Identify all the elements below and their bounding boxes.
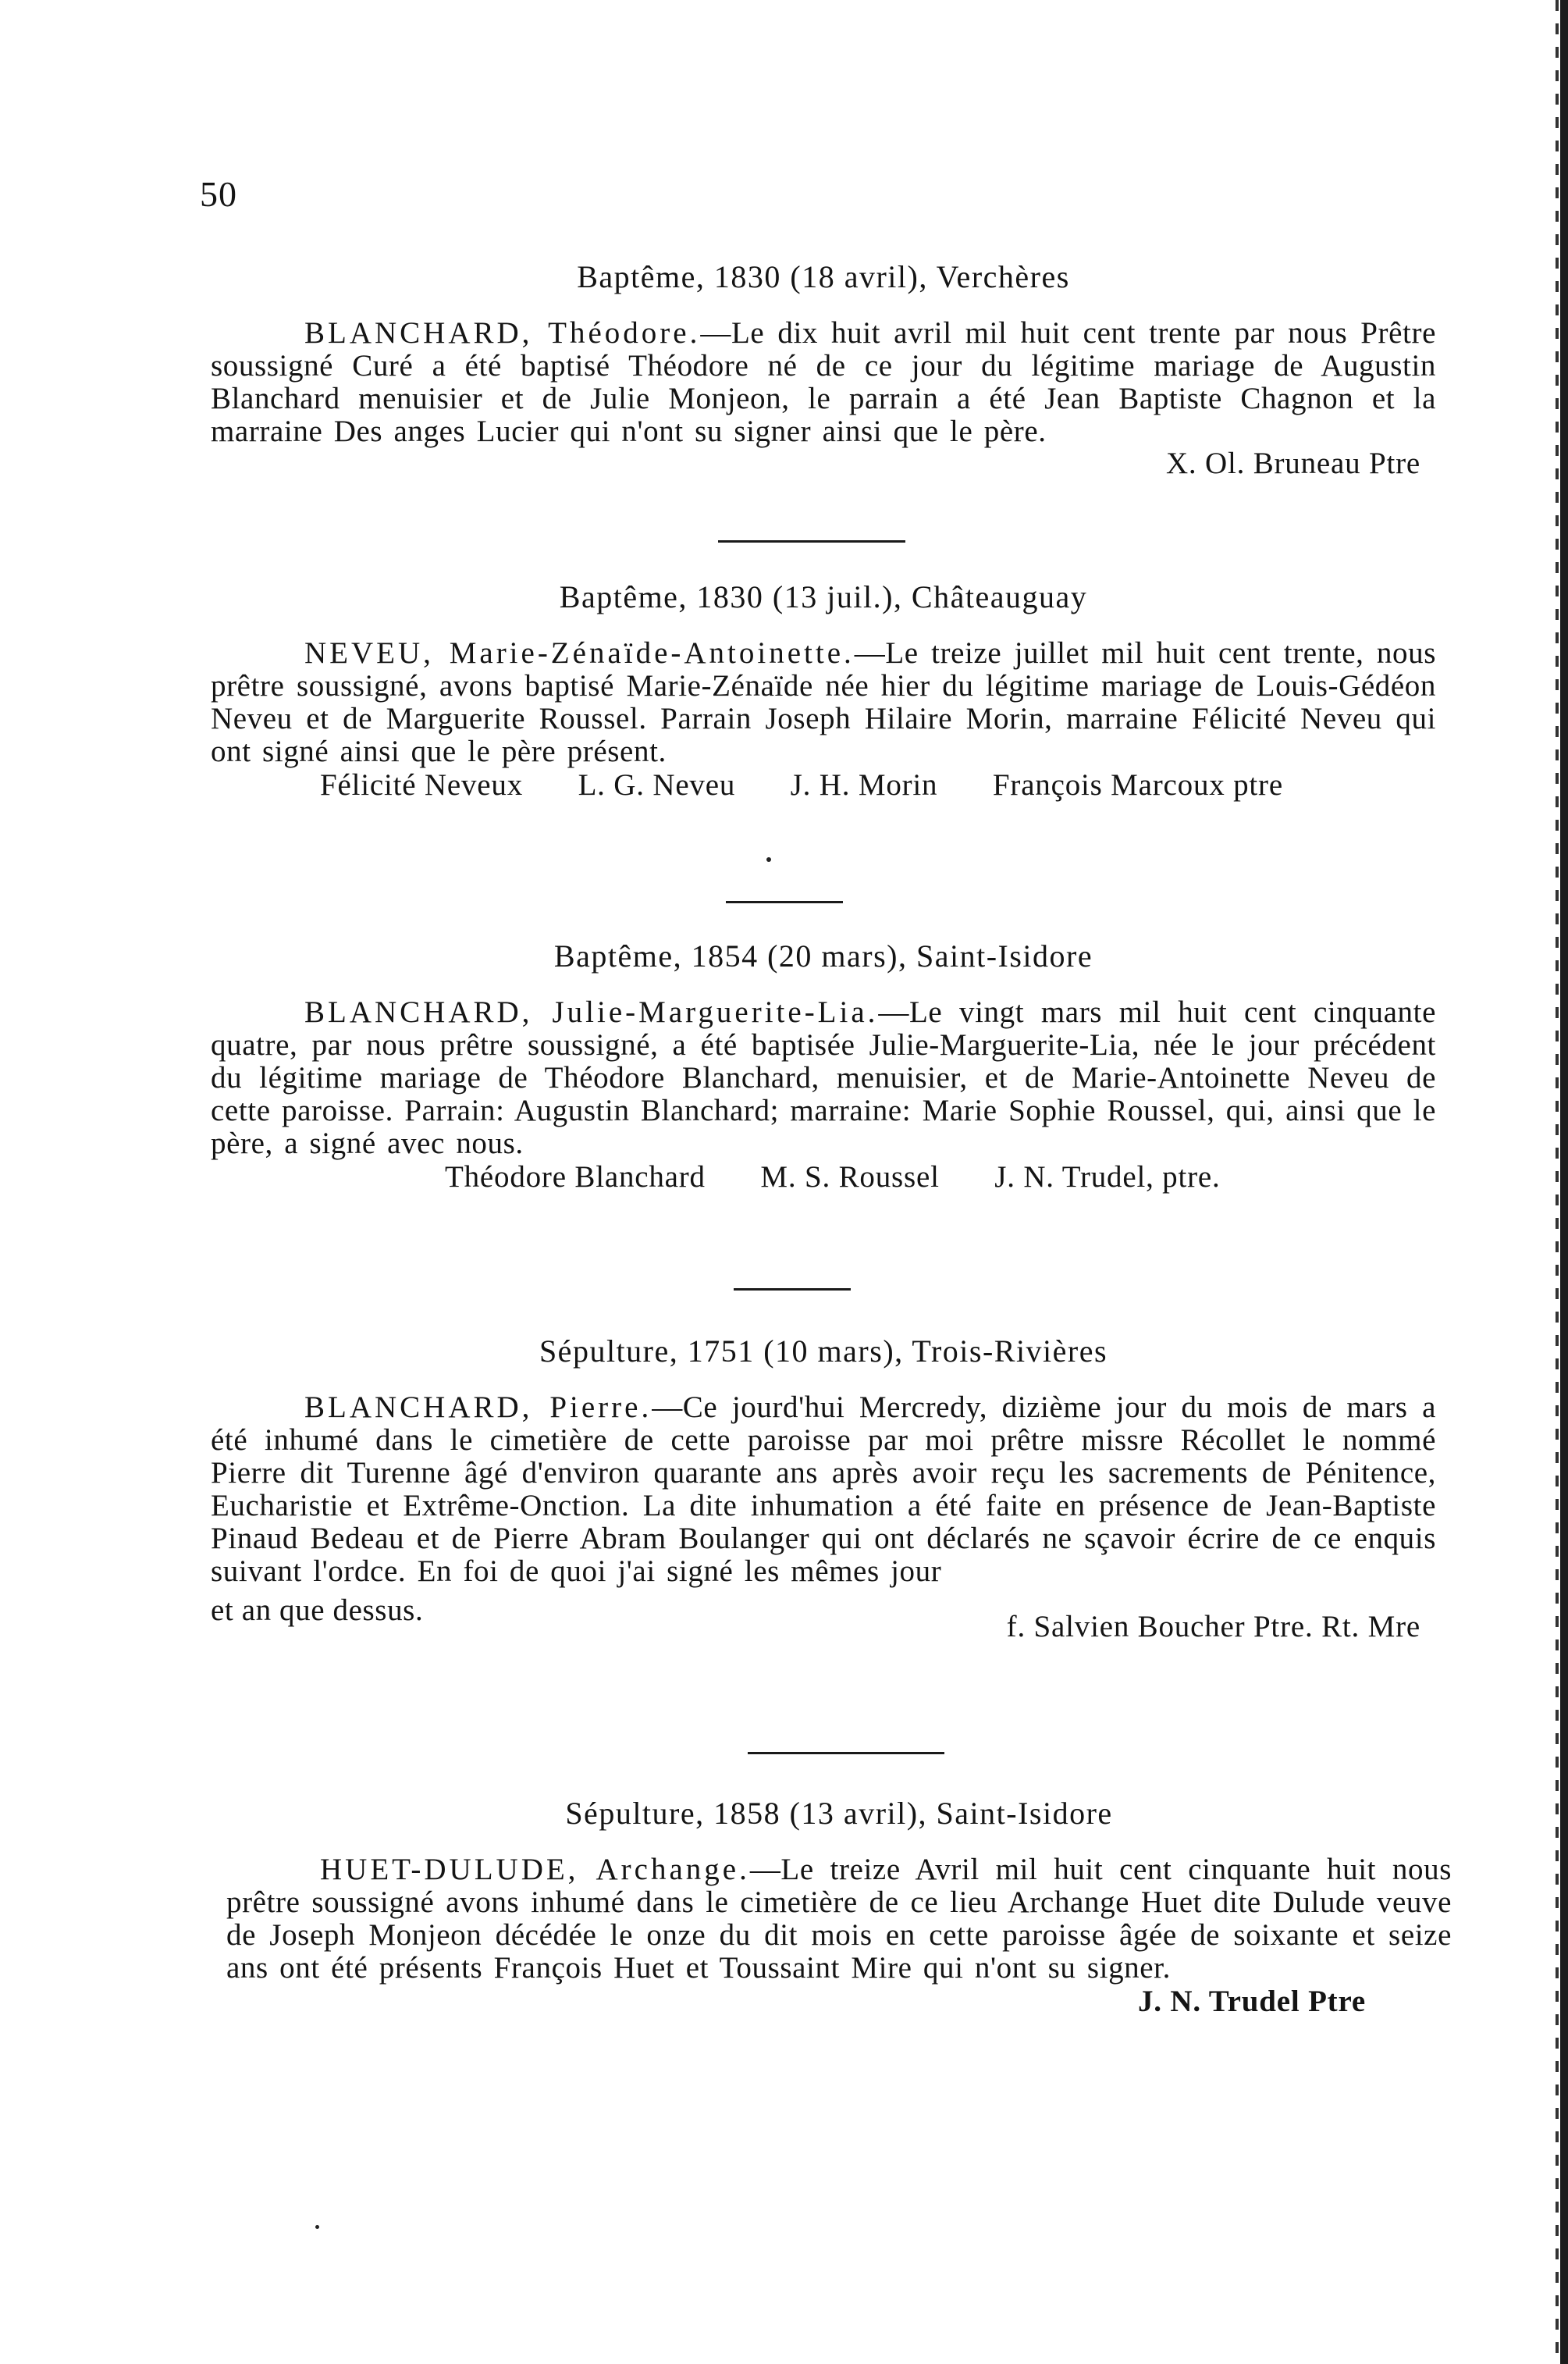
entry-heading: Baptême, 1854 (20 mars), Saint-Isidore bbox=[553, 938, 1093, 974]
entry-text: —Le dix huit avril mil huit cent trente par nous Prêtre soussigné Curé a été baptisé Théodore né de ce jour du légitime mariage de Augustin Blanchard menuisier et de Julie Monjeon, le parrain a été Jean Baptiste Chagnon et la marraine Des anges Lucier qui n'ont su signer ainsi que le père. bbox=[211, 316, 1436, 448]
signature-name: M. S. Roussel bbox=[760, 1160, 940, 1194]
entry-signature: J. N. Trudel Ptre bbox=[1138, 1985, 1366, 2018]
entry-text: —Le vingt mars mil huit cent cinquante quatre, par nous prêtre soussigné, a été baptisée Julie-Marguerite-Lia, née le jour précédent du légitime mariage de Théodore Blanchard, menuisier, et de Marie-Antoinette Neveu de cette paroisse. Parrain: Augustin Blanchard; marraine: Marie Sophie Roussel, qui, ainsi que le père, a signé avec nous. bbox=[211, 995, 1436, 1160]
section-divider bbox=[726, 901, 843, 903]
entry-name: BLANCHARD, Théodore. bbox=[304, 316, 701, 350]
entry-heading: Sépulture, 1751 (10 mars), Trois-Rivières bbox=[539, 1333, 1108, 1369]
entry-body bbox=[211, 317, 1436, 448]
entry-text: —Le treize Avril mil huit cent cinquante huit nous prêtre soussigné avons inhumé dans le cimetière de ce lieu Archange Huet dite Dulude veuve de Joseph Monjeon décédée le onze du dit mois en cette paroisse âgée de soixante et seize ans ont été présents François Huet et Toussaint Mire qui n'ont su signer. bbox=[226, 1853, 1452, 1985]
entry-name: BLANCHARD, Pierre. bbox=[304, 1390, 652, 1424]
record-entry-5 bbox=[226, 1794, 1452, 2019]
signature-name: J. N. Trudel, ptre. bbox=[994, 1160, 1221, 1194]
entry-name: NEVEU, Marie-Zénaïde-Antoinette. bbox=[304, 636, 855, 670]
record-entry-1 bbox=[211, 258, 1436, 481]
entry-heading: Baptême, 1830 (18 avril), Verchères bbox=[577, 259, 1070, 294]
signature-name: François Marcoux ptre bbox=[992, 768, 1283, 802]
entry-signature: X. Ol. Bruneau Ptre bbox=[1165, 447, 1420, 480]
entry-tail: et an que dessus. bbox=[211, 1593, 424, 1627]
entry-signature: f. Salvien Boucher Ptre. Rt. Mre bbox=[1006, 1610, 1420, 1643]
entry-heading: Sépulture, 1858 (13 avril), Saint-Isidore bbox=[565, 1796, 1113, 1831]
section-divider bbox=[734, 1288, 851, 1291]
entry-footer bbox=[211, 1593, 1436, 1643]
signature-name: Félicité Neveux bbox=[320, 768, 523, 802]
section-divider bbox=[718, 540, 905, 543]
entry-body bbox=[211, 1391, 1436, 1588]
entry-name: BLANCHARD, Julie-Marguerite-Lia. bbox=[304, 995, 879, 1029]
signature-name: L. G. Neveu bbox=[578, 768, 736, 802]
entry-heading: Baptême, 1830 (13 juil.), Châteauguay bbox=[559, 579, 1088, 614]
entry-signatures bbox=[211, 1160, 1436, 1194]
entry-text: —Ce jourd'hui Mercredy, dizième jour du mois de mars a été inhumé dans le cimetière de cette paroisse par moi prêtre missre Récollet le nommé Pierre dit Turenne âgé d'environ quarante ans après avoir reçu les sacrements de Pénitence, Eucharistie et Extrême-Onction. La dite inhumation a été faite en présence de Jean-Baptiste Pinaud Bedeau et de Pierre Abram Boulanger qui ont déclarés ne sçavoir écrire de ce enquis suivant l'ordce. En foi de quoi j'ai signé les mêmes jour bbox=[211, 1390, 1436, 1588]
entry-body bbox=[211, 996, 1436, 1160]
signature-name: Théodore Blanchard bbox=[445, 1160, 706, 1194]
section-divider bbox=[748, 1752, 944, 1754]
page-binding-shadow bbox=[1556, 0, 1559, 2364]
entry-body bbox=[211, 637, 1436, 768]
record-entry-4 bbox=[211, 1332, 1436, 1643]
scan-speck bbox=[315, 2225, 319, 2229]
page-binding-edge bbox=[1560, 0, 1568, 2364]
entry-text: —Le treize juillet mil huit cent trente, nous prêtre soussigné, avons baptisé Marie-Zénaïde née hier du légitime mariage de Louis-Gédéon Neveu et de Marguerite Roussel. Parrain Joseph Hilaire Morin, marraine Félicité Neveu qui ont signé ainsi que le père présent. bbox=[211, 636, 1436, 768]
scan-speck bbox=[766, 857, 771, 862]
record-entry-3 bbox=[211, 937, 1436, 1194]
signature-name: J. H. Morin bbox=[790, 768, 938, 802]
record-entry-2 bbox=[211, 578, 1436, 803]
entry-name: HUET-DULUDE, Archange. bbox=[320, 1853, 750, 1886]
entry-body bbox=[226, 1853, 1452, 1985]
page-number: 50 bbox=[200, 174, 237, 214]
entry-signatures bbox=[211, 768, 1436, 803]
